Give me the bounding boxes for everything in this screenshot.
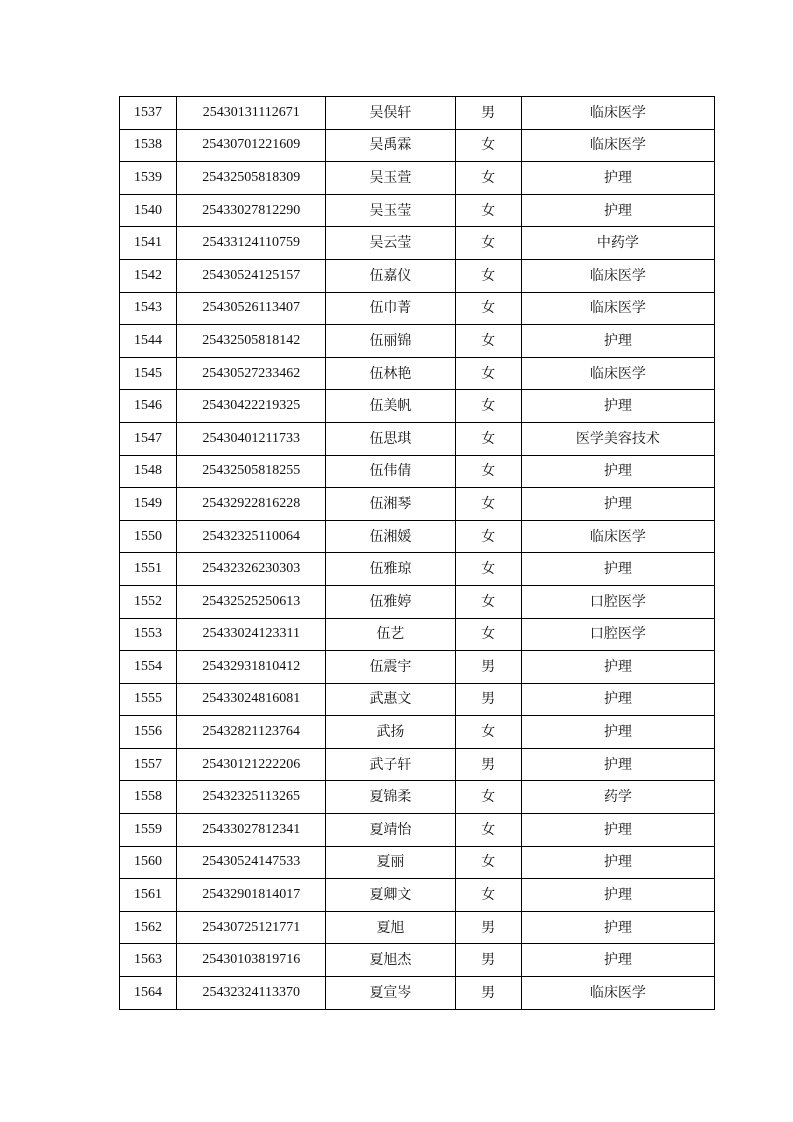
major-cell: 护理 — [521, 911, 714, 944]
table-row — [120, 455, 715, 488]
table-row — [120, 911, 715, 944]
student-name-cell: 吴云莹 — [326, 227, 455, 260]
table-row — [120, 325, 715, 358]
exam-id-cell: 25432324113370 — [177, 977, 326, 1010]
student-name-cell: 伍雅婷 — [326, 585, 455, 618]
gender-cell: 男 — [455, 748, 521, 781]
major-cell: 护理 — [521, 325, 714, 358]
exam-id-cell: 25430103819716 — [177, 944, 326, 977]
row-number-cell: 1553 — [120, 618, 177, 651]
exam-id-cell: 25433124110759 — [177, 227, 326, 260]
table-row — [120, 683, 715, 716]
student-name-cell: 夏靖怡 — [326, 814, 455, 847]
exam-id-cell: 25432901814017 — [177, 879, 326, 912]
exam-id-cell: 25432505818255 — [177, 455, 326, 488]
student-name-cell: 伍巾菁 — [326, 292, 455, 325]
gender-cell: 女 — [455, 259, 521, 292]
major-cell: 护理 — [521, 814, 714, 847]
major-cell: 护理 — [521, 553, 714, 586]
gender-cell: 女 — [455, 325, 521, 358]
table-row — [120, 292, 715, 325]
exam-id-cell: 25432525250613 — [177, 585, 326, 618]
row-number-cell: 1549 — [120, 488, 177, 521]
exam-id-cell: 25430422219325 — [177, 390, 326, 423]
row-number-cell: 1540 — [120, 194, 177, 227]
major-cell: 护理 — [521, 944, 714, 977]
student-name-cell: 伍嘉仪 — [326, 259, 455, 292]
exam-id-cell: 25433027812341 — [177, 814, 326, 847]
row-number-cell: 1554 — [120, 651, 177, 684]
exam-id-cell: 25430725121771 — [177, 911, 326, 944]
exam-id-cell: 25430131112671 — [177, 97, 326, 130]
table-row — [120, 585, 715, 618]
exam-id-cell: 25430524147533 — [177, 846, 326, 879]
gender-cell: 男 — [455, 683, 521, 716]
major-cell: 护理 — [521, 488, 714, 521]
student-name-cell: 吴玉萱 — [326, 162, 455, 195]
exam-id-cell: 25430526113407 — [177, 292, 326, 325]
major-cell: 临床医学 — [521, 357, 714, 390]
exam-id-cell: 25432821123764 — [177, 716, 326, 749]
student-name-cell: 伍湘媛 — [326, 520, 455, 553]
table-row — [120, 162, 715, 195]
exam-id-cell: 25432326230303 — [177, 553, 326, 586]
major-cell: 护理 — [521, 455, 714, 488]
gender-cell: 男 — [455, 97, 521, 130]
table-row — [120, 716, 715, 749]
exam-id-cell: 25433024123311 — [177, 618, 326, 651]
gender-cell: 女 — [455, 879, 521, 912]
table-row — [120, 357, 715, 390]
student-name-cell: 伍伟倩 — [326, 455, 455, 488]
gender-cell: 女 — [455, 422, 521, 455]
student-name-cell: 吴玉莹 — [326, 194, 455, 227]
student-name-cell: 武扬 — [326, 716, 455, 749]
row-number-cell: 1558 — [120, 781, 177, 814]
gender-cell: 女 — [455, 618, 521, 651]
table-row — [120, 814, 715, 847]
major-cell: 护理 — [521, 846, 714, 879]
table-row — [120, 422, 715, 455]
major-cell: 护理 — [521, 651, 714, 684]
gender-cell: 男 — [455, 977, 521, 1010]
row-number-cell: 1562 — [120, 911, 177, 944]
student-name-cell: 武惠文 — [326, 683, 455, 716]
student-name-cell: 伍美帆 — [326, 390, 455, 423]
row-number-cell: 1545 — [120, 357, 177, 390]
row-number-cell: 1564 — [120, 977, 177, 1010]
gender-cell: 女 — [455, 162, 521, 195]
student-name-cell: 夏卿文 — [326, 879, 455, 912]
row-number-cell: 1538 — [120, 129, 177, 162]
row-number-cell: 1556 — [120, 716, 177, 749]
student-name-cell: 吴俣轩 — [326, 97, 455, 130]
exam-id-cell: 25432505818142 — [177, 325, 326, 358]
row-number-cell: 1542 — [120, 259, 177, 292]
table-row — [120, 618, 715, 651]
table-row — [120, 194, 715, 227]
gender-cell: 女 — [455, 390, 521, 423]
exam-id-cell: 25432325110064 — [177, 520, 326, 553]
student-name-cell: 伍思琪 — [326, 422, 455, 455]
gender-cell: 女 — [455, 846, 521, 879]
table-row — [120, 651, 715, 684]
table-row — [120, 227, 715, 260]
gender-cell: 女 — [455, 585, 521, 618]
major-cell: 中药学 — [521, 227, 714, 260]
gender-cell: 女 — [455, 716, 521, 749]
exam-id-cell: 25432325113265 — [177, 781, 326, 814]
gender-cell: 男 — [455, 911, 521, 944]
row-number-cell: 1548 — [120, 455, 177, 488]
major-cell: 临床医学 — [521, 259, 714, 292]
student-name-cell: 伍艺 — [326, 618, 455, 651]
gender-cell: 女 — [455, 194, 521, 227]
exam-id-cell: 25430401211733 — [177, 422, 326, 455]
row-number-cell: 1552 — [120, 585, 177, 618]
exam-id-cell: 25433024816081 — [177, 683, 326, 716]
row-number-cell: 1550 — [120, 520, 177, 553]
row-number-cell: 1543 — [120, 292, 177, 325]
student-list-table — [119, 96, 715, 1010]
exam-id-cell: 25432505818309 — [177, 162, 326, 195]
row-number-cell: 1560 — [120, 846, 177, 879]
row-number-cell: 1551 — [120, 553, 177, 586]
table-row — [120, 944, 715, 977]
student-name-cell: 伍丽锦 — [326, 325, 455, 358]
table-row — [120, 97, 715, 130]
major-cell: 临床医学 — [521, 97, 714, 130]
row-number-cell: 1561 — [120, 879, 177, 912]
table-row — [120, 781, 715, 814]
table-row — [120, 553, 715, 586]
gender-cell: 女 — [455, 227, 521, 260]
major-cell: 临床医学 — [521, 977, 714, 1010]
row-number-cell: 1555 — [120, 683, 177, 716]
major-cell: 临床医学 — [521, 292, 714, 325]
student-name-cell: 伍雅琼 — [326, 553, 455, 586]
row-number-cell: 1539 — [120, 162, 177, 195]
exam-id-cell: 25432922816228 — [177, 488, 326, 521]
exam-id-cell: 25433027812290 — [177, 194, 326, 227]
gender-cell: 男 — [455, 944, 521, 977]
major-cell: 临床医学 — [521, 129, 714, 162]
student-name-cell: 夏丽 — [326, 846, 455, 879]
exam-id-cell: 25430701221609 — [177, 129, 326, 162]
gender-cell: 女 — [455, 357, 521, 390]
table-row — [120, 129, 715, 162]
student-name-cell: 夏锦柔 — [326, 781, 455, 814]
table-row — [120, 259, 715, 292]
major-cell: 口腔医学 — [521, 585, 714, 618]
row-number-cell: 1541 — [120, 227, 177, 260]
row-number-cell: 1537 — [120, 97, 177, 130]
exam-id-cell: 25430121222206 — [177, 748, 326, 781]
gender-cell: 男 — [455, 651, 521, 684]
row-number-cell: 1544 — [120, 325, 177, 358]
table-row — [120, 977, 715, 1010]
major-cell: 护理 — [521, 162, 714, 195]
gender-cell: 女 — [455, 520, 521, 553]
major-cell: 护理 — [521, 716, 714, 749]
major-cell: 护理 — [521, 879, 714, 912]
gender-cell: 女 — [455, 553, 521, 586]
student-name-cell: 夏旭 — [326, 911, 455, 944]
table-row — [120, 748, 715, 781]
gender-cell: 女 — [455, 292, 521, 325]
exam-id-cell: 25430527233462 — [177, 357, 326, 390]
major-cell: 临床医学 — [521, 520, 714, 553]
table-row — [120, 488, 715, 521]
gender-cell: 女 — [455, 488, 521, 521]
table-row — [120, 879, 715, 912]
gender-cell: 女 — [455, 129, 521, 162]
gender-cell: 女 — [455, 781, 521, 814]
student-name-cell: 武子轩 — [326, 748, 455, 781]
student-name-cell: 伍震宇 — [326, 651, 455, 684]
table-row — [120, 520, 715, 553]
exam-id-cell: 25432931810412 — [177, 651, 326, 684]
table-body — [120, 97, 715, 1010]
table-row — [120, 846, 715, 879]
row-number-cell: 1559 — [120, 814, 177, 847]
major-cell: 护理 — [521, 194, 714, 227]
student-name-cell: 夏宣岑 — [326, 977, 455, 1010]
student-name-cell: 吴禹霖 — [326, 129, 455, 162]
major-cell: 口腔医学 — [521, 618, 714, 651]
major-cell: 医学美容技术 — [521, 422, 714, 455]
gender-cell: 女 — [455, 455, 521, 488]
major-cell: 护理 — [521, 748, 714, 781]
major-cell: 护理 — [521, 390, 714, 423]
major-cell: 药学 — [521, 781, 714, 814]
row-number-cell: 1563 — [120, 944, 177, 977]
major-cell: 护理 — [521, 683, 714, 716]
row-number-cell: 1547 — [120, 422, 177, 455]
student-name-cell: 夏旭杰 — [326, 944, 455, 977]
row-number-cell: 1557 — [120, 748, 177, 781]
student-name-cell: 伍林艳 — [326, 357, 455, 390]
table-row — [120, 390, 715, 423]
row-number-cell: 1546 — [120, 390, 177, 423]
exam-id-cell: 25430524125157 — [177, 259, 326, 292]
gender-cell: 女 — [455, 814, 521, 847]
student-name-cell: 伍湘琴 — [326, 488, 455, 521]
